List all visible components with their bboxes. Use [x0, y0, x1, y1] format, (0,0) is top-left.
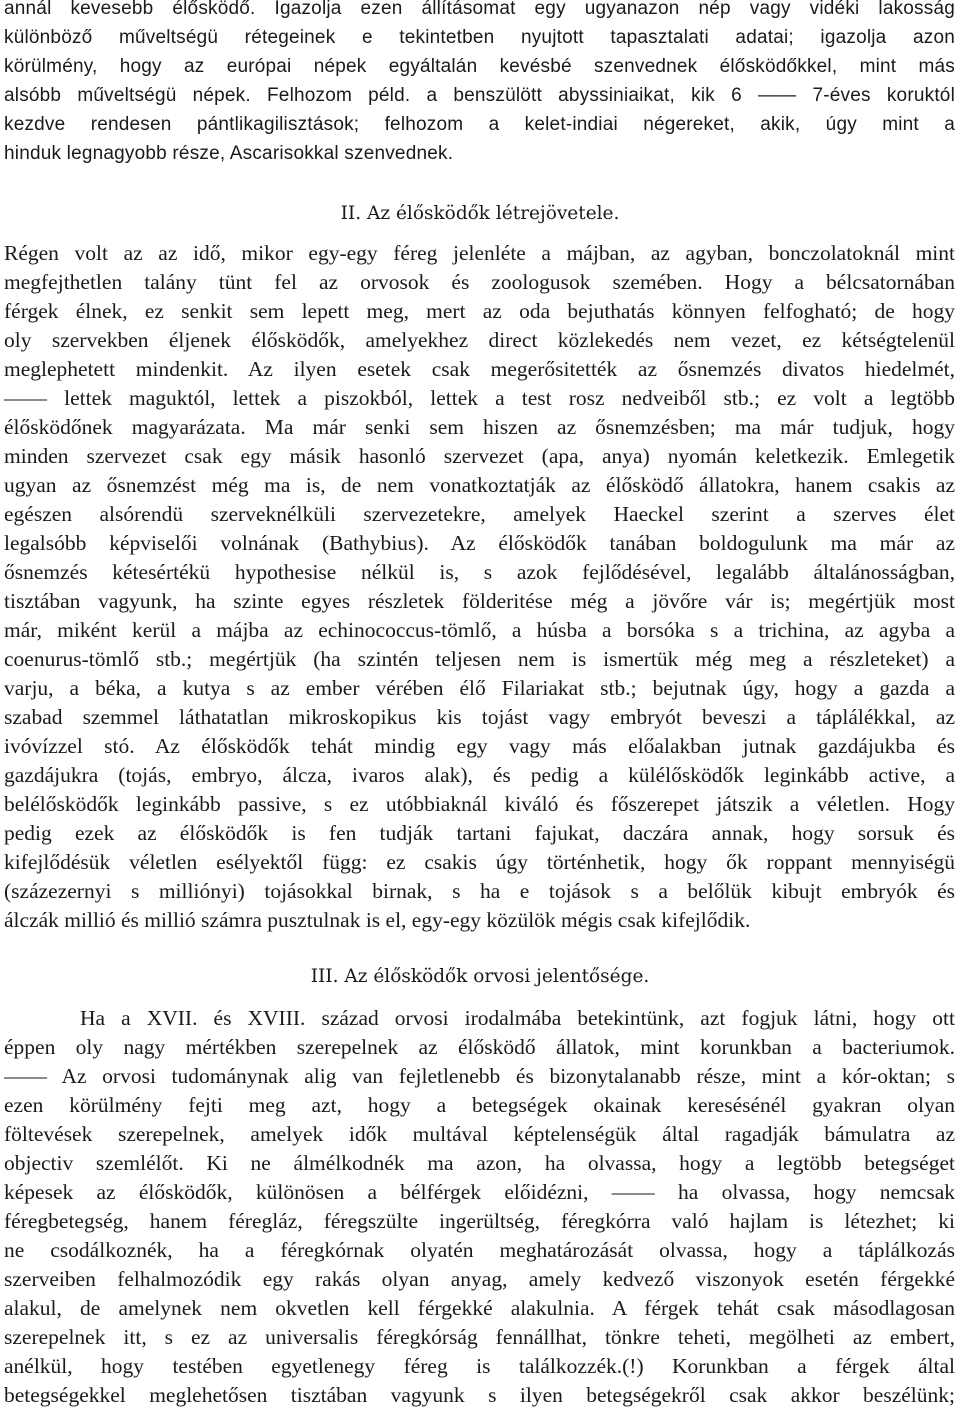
text-line: (százezernyi s milliónyi) tojásokkal birnak, s ha e tojások s a belőlük kibujt embryók és — [4, 879, 955, 903]
text-line: hinduk legnagyobb része, Ascarisokkal szenvednek. — [4, 143, 454, 164]
text-line: meglephetett mindenkit. Az ilyen esetek csak megerősitették az ősnemzés divatos hiedelmét, — [4, 357, 955, 381]
text-line: legalsóbb képviselői volnának (Bathybius). Az élősködők tanában boldogulunk ma már az — [4, 531, 955, 555]
text-line: szabad szemmel láthatatlan mikroskopikus kis tojást vagy embryót beveszi a táplálékkal, az — [4, 705, 955, 729]
text-line: varju, a béka, a kutya s az ember vérében élő Filariakat stb.; bejutnak úgy, hogy a gazda a — [4, 676, 955, 700]
text-line: alsóbb műveltségü népek. Felhozom péld. a benszülött abyssiniaikat, kik 6 —— 7-éves koruktól — [4, 85, 955, 106]
text-line: Ha a XVII. és XVIII. század orvosi irodalmába betekintünk, azt fogjuk látni, hogy ott — [80, 1006, 955, 1030]
text-line: oly szervekben éljenek élősködők, amelyekhez direct közlekedés nem vezet, ez kétségtelenül — [4, 328, 955, 352]
text-line: már, miként kerül a májba az echinococcus-tömlő, a húsba a borsóka s a trichina, az agyba a — [4, 618, 955, 642]
text-line: minden szervezet csak egy másik hasonló szervezet (apa, anya) nyomán keletkezik. Emlegetik — [4, 444, 955, 468]
text-line: —— lettek maguktól, lettek a piszokból, lettek a test rosz nedveiből stb.; ez volt a legtöbb — [4, 386, 955, 410]
text-line: gazdájukra (tojás, embryo, álcza, ivaros alak), és pedig a külélősködők leginkább active, a — [4, 763, 955, 787]
text-line: szerveiben felhalmozódik egy rakás olyan anyag, amely kedvező viszonyok esetén férgekké — [4, 1267, 955, 1291]
text-line: élősködőnek magyarázata. Ma már senki sem hiszen az ősnemzésben; ma már tudjuk, hogy — [4, 415, 955, 439]
text-line: annál kevesebb élősködő. Igazolja ezen állításomat egy ugyanazon nép vagy vidéki lakosság — [4, 0, 955, 19]
text-line: föltevések szerepelnek, amelyek idők multával képtelenségük által ragadják bámulatra az — [4, 1122, 955, 1146]
text-line: alakul, de amelynek nem okvetlen kell férgekké alakulnia. A férgek tehát csak másodlagosan — [4, 1296, 955, 1320]
text-line: képesek az élősködők, különösen a bélférgek előidézni, —— ha olvassa, hogy nemcsak — [4, 1180, 955, 1204]
text-line: egészen alsórendü szerveknélküli szervezetekre, amelyek Haeckel szerint a szerves élet — [4, 502, 955, 526]
section-heading: III. Az élősködők orvosi jelentősége. — [310, 966, 650, 987]
text-line: tisztában vagyunk, ha szinte egyes részletek földeritése még a jövőre vár is; megértjük most — [4, 589, 955, 613]
text-line: ivóvízzel stó. Az élősködők tehát mindig egy vagy más előalakban jutnak gazdájukba és — [4, 734, 955, 758]
text-line: körülmény, hogy az európai népek egyáltalán kevésbé szenvednek élősködőkkel, mint más — [4, 56, 955, 77]
text-line: ne csodálkoznék, ha a féregkórnak olyatén meghatározását olvassa, hogy a táplálkozás — [4, 1238, 955, 1262]
text-line: objectiv szemlélőt. Ki ne álmélkodnék ma azon, ha olvassa, hogy a legtöbb betegséget — [4, 1151, 955, 1175]
text-line: coenurus-tömlő stb.; megértjük (ha szintén teljesen nem is ismertük még meg a részleteket) a — [4, 647, 955, 671]
text-line: ősnemzés kétesértékü hypothesise nélkül is, s azok fejlődésével, legalább általánosságban, — [4, 560, 955, 584]
text-line: belélősködők leginkább passive, s ez utóbbiaknál kiváló és főszerepet játszik a véletlen. Hogy — [4, 792, 955, 816]
text-line: Régen volt az az idő, mikor egy-egy féreg jelenléte a májban, az agyban, bonczolatoknál mint — [4, 241, 955, 265]
text-line: —— Az orvosi tudománynak alig van fejletlenebb és bizonytalanabb része, mint a kór-oktan; s — [4, 1064, 955, 1088]
text-line: megfejthetlen talány tünt fel az orvosok és zoologusok szemében. Hogy a bélcsatornában — [4, 270, 955, 294]
text-line: álczák millió és millió számra pusztulnak is el, egy-egy közülök mégis csak kifejlődik. — [4, 908, 751, 932]
text-line: anélkül, hogy testében egyetlenegy féreg is találkozzék.(!) Korunkban a férgek által — [4, 1354, 955, 1378]
text-line: ugyan az ősnemzést még ma is, de nem vonatkoztatják az élősködő állatokra, hanem csakis az — [4, 473, 955, 497]
section-heading: II. Az élősködők létrejövetele. — [340, 203, 620, 224]
text-line: betegségekkel meglehetősen tisztában vagyunk s ilyen betegségekről csak akkor beszélünk; — [4, 1383, 955, 1407]
text-line: ezen körülmény fejti meg azt, hogy a betegségek okainak keresésénél gyakran olyan — [4, 1093, 955, 1117]
text-line: különböző műveltségü rétegeinek e tekintetben nyujtott tapasztalati adatai; igazolja azon — [4, 27, 955, 48]
text-line: kifejlődésük véletlen esélyektől függ: ez csakis úgy történhetik, hogy ők roppant mennyiségü — [4, 850, 955, 874]
text-line: féregbetegség, hanem féregláz, féregszülte ingerültség, féregkórra való hajlam is létezhet; ki — [4, 1209, 955, 1233]
text-line: szerepelnek itt, s ez az universalis féregkórság fennállhat, tönkre teheti, megölheti az embert, — [4, 1325, 955, 1349]
text-line: éppen oly nagy mértékben szerepelnek az élősködő állatok, mint korunkban a bacteriumok. — [4, 1035, 955, 1059]
text-line: pedig ezek az élősködők is fen tudják tartani fajukat, daczára annak, hogy sorsuk és — [4, 821, 955, 845]
text-line: férgek élnek, ez senkit sem lepett meg, mert az oda bejuthatás könnyen felfogható; de hogy — [4, 299, 955, 323]
text-line: kezdve rendesen pántlikagilisztások; felhozom a kelet-indiai négereket, akik, úgy mint a — [4, 114, 955, 135]
